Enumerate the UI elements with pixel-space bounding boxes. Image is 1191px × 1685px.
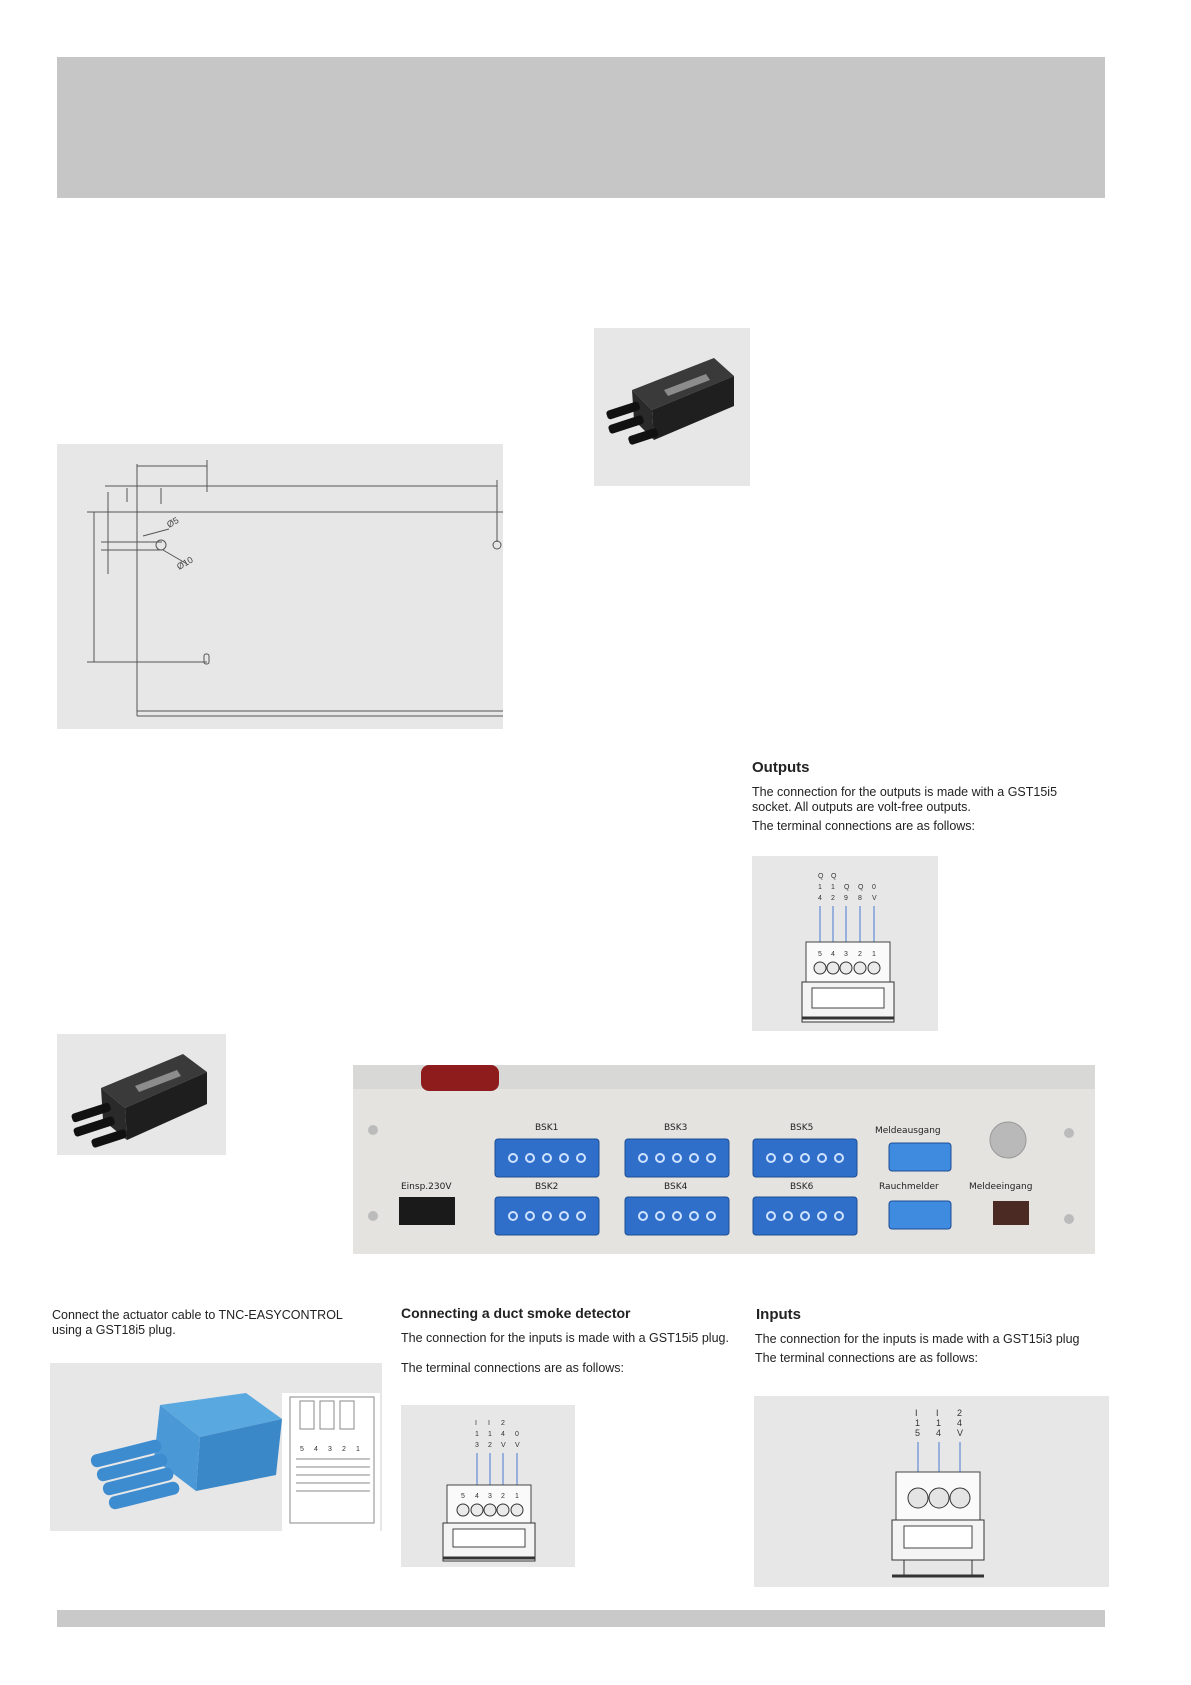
outputs-socket-illustration: [752, 856, 938, 1031]
footer-bar: [57, 1610, 1105, 1627]
inputs-term-2-l3: 4: [936, 1428, 942, 1438]
connector-photo-left: [57, 1034, 226, 1155]
inputs-heading: Inputs: [756, 1306, 801, 1323]
smoke-detector-heading: Connecting a duct smoke detector: [401, 1305, 631, 1321]
inputs-term-1-l3: 5: [915, 1428, 921, 1438]
inputs-term-3-l3: V: [957, 1428, 964, 1438]
smoke-term-1-l1: I: [475, 1420, 477, 1427]
smoke-term-1-l2: 1: [475, 1431, 479, 1438]
actuator-pin-2: 2: [342, 1446, 346, 1453]
inputs-term-2-l1: I: [936, 1408, 939, 1418]
bsk4-label: BSK4: [664, 1182, 688, 1192]
outputs-line-1: The connection for the outputs is made with a GST15i5: [752, 785, 1058, 799]
smoke-pin-2: 2: [501, 1493, 505, 1500]
smoke-term-3-l3: V: [501, 1442, 506, 1449]
bsk6-label: BSK6: [790, 1182, 814, 1192]
smoke-term-4-l2: 0: [515, 1431, 519, 1438]
actuator-pin-3: 3: [328, 1446, 332, 1453]
outputs-term-1-l3: 4: [818, 895, 822, 902]
outputs-term-4-l3: 8: [858, 895, 862, 902]
smoke-detector-line-2: The terminal connections are as follows:: [401, 1361, 625, 1375]
smoke-term-3-l1: 2: [501, 1420, 505, 1427]
smoke-term-2-l1: I: [488, 1420, 490, 1427]
inputs-line-1: The connection for the inputs is made with a GST15i3 plug: [755, 1332, 1080, 1346]
smoke-detector-text: [401, 1331, 761, 1376]
inputs-line-2: The terminal connections are as follows:: [755, 1351, 979, 1365]
smoke-detector-line-1: The connection for the inputs is made with a GST15i5 plug.: [401, 1331, 729, 1345]
smoke-pin-5: 5: [461, 1493, 465, 1500]
outputs-term-5-l2: 0: [872, 884, 876, 891]
smoke-term-2-l3: 2: [488, 1442, 492, 1449]
mounting-dimension-drawing: [57, 444, 503, 729]
smoke-pin-4: 4: [475, 1493, 479, 1500]
outputs-pin-1: 1: [872, 951, 876, 958]
smoke-detector-socket-illustration: [401, 1405, 575, 1567]
header-bar: [57, 57, 1105, 198]
bsk2-label: BSK2: [535, 1182, 559, 1192]
outputs-term-1-l2: 1: [818, 884, 822, 891]
meldeeingang-label: Meldeeingang: [969, 1182, 1033, 1192]
actuator-text: [52, 1308, 392, 1338]
outputs-line-2: socket. All outputs are volt-free outputs.: [752, 800, 971, 814]
inputs-text: [755, 1332, 1115, 1366]
inputs-term-1-l1: I: [915, 1408, 918, 1418]
diameter-5-label: Ø5: [165, 515, 181, 530]
actuator-pin-1: 1: [356, 1446, 360, 1453]
outputs-text: [752, 785, 1112, 834]
power-label: Einsp.230V: [401, 1182, 452, 1192]
control-panel-illustration: [353, 1065, 1095, 1254]
mounting-drawing: [57, 444, 503, 729]
actuator-pin-5: 5: [300, 1446, 304, 1453]
smoke-term-3-l2: 4: [501, 1431, 505, 1438]
outputs-pin-5: 5: [818, 951, 822, 958]
inputs-term-3-l2: 4: [957, 1418, 963, 1428]
bsk5-label: BSK5: [790, 1123, 814, 1133]
outputs-term-2-l1: Q: [831, 873, 837, 880]
outputs-term-2-l3: 2: [831, 895, 835, 902]
actuator-pin-4: 4: [314, 1446, 318, 1453]
actuator-line-1: Connect the actuator cable to TNC-EASYCONTROL: [52, 1308, 343, 1322]
actuator-line-2: using a GST18i5 plug.: [52, 1323, 176, 1337]
smoke-detector-terminal-diagram: [401, 1405, 575, 1567]
actuator-plug-photo: [50, 1363, 382, 1531]
outputs-terminal-diagram: [752, 856, 938, 1031]
outputs-line-3: The terminal connections are as follows:: [752, 819, 976, 833]
outputs-term-4-l2: Q: [858, 884, 864, 891]
smoke-term-1-l3: 3: [475, 1442, 479, 1449]
outputs-term-2-l2: 1: [831, 884, 835, 891]
smoke-term-2-l2: 1: [488, 1431, 492, 1438]
smoke-pin-1: 1: [515, 1493, 519, 1500]
outputs-term-5-l3: V: [872, 895, 877, 902]
diameter-10-label: Ø10: [175, 554, 195, 572]
outputs-term-3-l3: 9: [844, 895, 848, 902]
outputs-pin-3: 3: [844, 951, 848, 958]
meldeausgang-label: Meldeausgang: [875, 1126, 941, 1136]
outputs-pin-4: 4: [831, 951, 835, 958]
connector-photo-top: [594, 328, 750, 486]
bsk1-label: BSK1: [535, 1123, 559, 1133]
inputs-socket-illustration: [754, 1396, 1109, 1587]
control-panel-photo: [353, 1065, 1095, 1254]
blue-plug-illustration: [50, 1363, 382, 1531]
outputs-pin-2: 2: [858, 951, 862, 958]
smoke-term-4-l3: V: [515, 1442, 520, 1449]
rauchmelder-label: Rauchmelder: [879, 1182, 939, 1192]
black-plug-illustration-large: [57, 1034, 226, 1155]
outputs-term-1-l1: Q: [818, 873, 824, 880]
inputs-term-2-l2: 1: [936, 1418, 942, 1428]
smoke-pin-3: 3: [488, 1493, 492, 1500]
bsk3-label: BSK3: [664, 1123, 688, 1133]
inputs-terminal-diagram: [754, 1396, 1109, 1587]
outputs-heading: Outputs: [752, 759, 810, 776]
outputs-term-3-l2: Q: [844, 884, 850, 891]
black-plug-illustration: [594, 328, 750, 486]
inputs-term-1-l2: 1: [915, 1418, 921, 1428]
inputs-term-3-l1: 2: [957, 1408, 963, 1418]
